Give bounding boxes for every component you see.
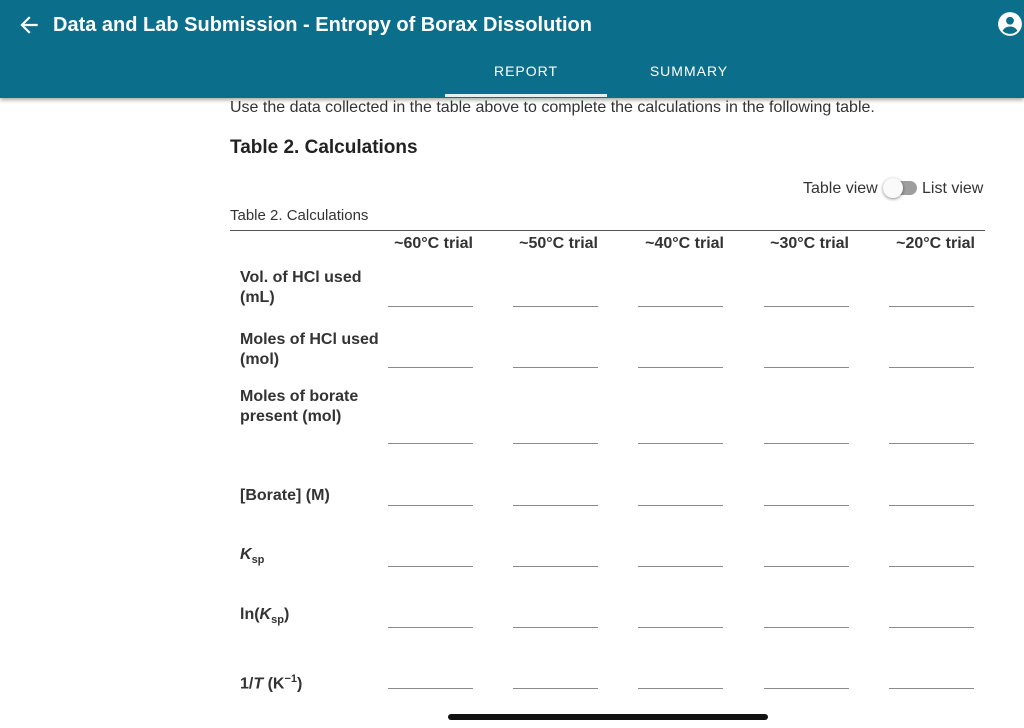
page-title: Data and Lab Submission - Entropy of Borax Dissolution (53, 14, 592, 36)
row-label-ksp (240, 545, 380, 571)
ln-ksp-subscript: sp (271, 614, 284, 627)
inverse-t-superscript: −1 (284, 673, 297, 685)
input-borate-conc-60c[interactable] (388, 484, 473, 506)
back-arrow-icon[interactable] (16, 12, 42, 38)
input-ln-ksp-40c[interactable] (638, 606, 723, 628)
ln-ksp-suffix: ) (283, 606, 290, 623)
input-moles-hcl-50c[interactable] (513, 346, 598, 368)
input-ln-ksp-60c[interactable] (388, 606, 473, 628)
column-header-40c: ~40°C trial (645, 235, 724, 252)
list-view-label: List view (922, 180, 984, 197)
input-moles-borate-20c[interactable] (889, 422, 974, 444)
input-ksp-40c[interactable] (638, 545, 723, 567)
tab-summary[interactable]: SUMMARY (649, 63, 729, 79)
input-vol-hcl-30c[interactable] (764, 285, 849, 307)
input-inverse-t-20c[interactable] (889, 667, 974, 689)
tab-report[interactable]: REPORT (493, 63, 559, 79)
view-toggle-switch[interactable] (883, 178, 919, 198)
row-label-ln-ksp (240, 605, 380, 631)
account-icon[interactable] (997, 11, 1023, 37)
column-header-20c: ~20°C trial (896, 235, 975, 252)
input-ln-ksp-20c[interactable] (889, 606, 974, 628)
ln-ksp-prefix: ln( (240, 606, 260, 623)
instructions-text: Use the data collected in the table above to complete the calculations in the following table. (230, 99, 875, 116)
column-header-30c: ~30°C trial (770, 235, 849, 252)
table-heading: Table 2. Calculations (230, 137, 418, 158)
ksp-subscript: sp (251, 554, 265, 567)
input-ksp-20c[interactable] (889, 545, 974, 567)
input-vol-hcl-60c[interactable] (388, 285, 473, 307)
column-header-50c: ~50°C trial (519, 235, 598, 252)
input-moles-hcl-40c[interactable] (638, 346, 723, 368)
input-moles-hcl-20c[interactable] (889, 346, 974, 368)
input-inverse-t-30c[interactable] (764, 667, 849, 689)
input-moles-borate-40c[interactable] (638, 422, 723, 444)
ln-ksp-symbol: K (259, 606, 272, 623)
active-tab-indicator (445, 94, 607, 97)
input-borate-conc-20c[interactable] (889, 484, 974, 506)
inverse-t-symbol: T (253, 675, 264, 693)
inverse-t-unit: (K (263, 675, 285, 693)
input-moles-borate-50c[interactable] (513, 422, 598, 444)
input-ksp-30c[interactable] (764, 545, 849, 567)
input-inverse-t-50c[interactable] (513, 667, 598, 689)
input-moles-hcl-60c[interactable] (388, 346, 473, 368)
input-vol-hcl-20c[interactable] (889, 285, 974, 307)
table-view-label: Table view (803, 180, 878, 197)
input-moles-borate-30c[interactable] (764, 422, 849, 444)
input-moles-borate-60c[interactable] (388, 422, 473, 444)
table-top-rule (230, 230, 985, 231)
table-caption: Table 2. Calculations (230, 207, 369, 224)
input-vol-hcl-40c[interactable] (638, 285, 723, 307)
inverse-t-prefix: 1/ (240, 675, 254, 693)
ksp-symbol: K (240, 546, 252, 563)
input-ln-ksp-50c[interactable] (513, 606, 598, 628)
input-moles-hcl-30c[interactable] (764, 346, 849, 368)
home-indicator[interactable] (448, 714, 768, 720)
app-bar (0, 0, 1024, 98)
input-borate-conc-50c[interactable] (513, 484, 598, 506)
input-ksp-60c[interactable] (388, 545, 473, 567)
input-ksp-50c[interactable] (513, 545, 598, 567)
row-label-moles-hcl: Moles of HCl used (mol) (240, 331, 379, 368)
row-label-moles-borate: Moles of borate present (mol) (240, 388, 359, 425)
input-borate-conc-40c[interactable] (638, 484, 723, 506)
row-label-borate-concentration: [Borate] (M) (240, 487, 330, 504)
input-inverse-t-40c[interactable] (638, 667, 723, 689)
input-borate-conc-30c[interactable] (764, 484, 849, 506)
row-label-inverse-temperature (240, 670, 380, 694)
row-label-vol-hcl: Vol. of HCl used (mL) (240, 269, 362, 306)
input-ln-ksp-30c[interactable] (764, 606, 849, 628)
column-header-60c: ~60°C trial (394, 235, 473, 252)
input-inverse-t-60c[interactable] (388, 667, 473, 689)
input-vol-hcl-50c[interactable] (513, 285, 598, 307)
inverse-t-suffix: ) (297, 675, 303, 693)
toggle-thumb (883, 178, 903, 198)
